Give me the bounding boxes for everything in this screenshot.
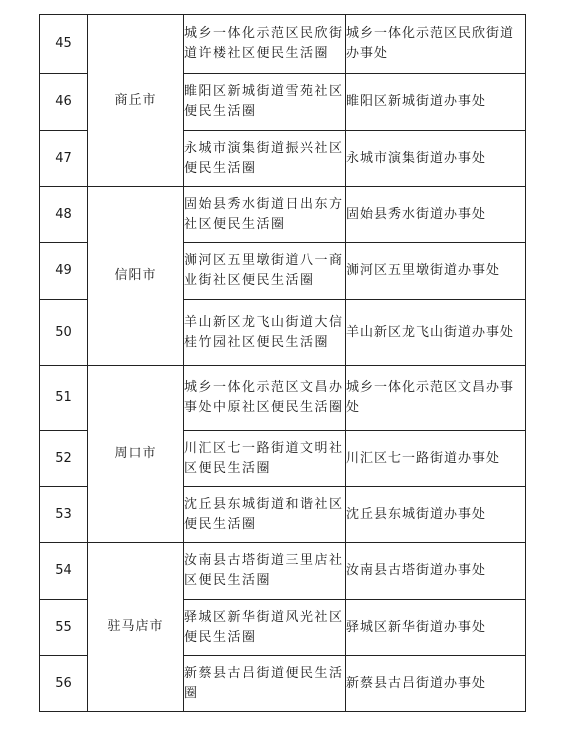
life-circle-name: 睢阳区新城街道雪苑社区便民生活圈 (184, 74, 346, 131)
row-number: 51 (40, 366, 88, 431)
life-circle-name: 汝南县古塔街道三里店社区便民生活圈 (184, 543, 346, 600)
subdistrict-office: 汝南县古塔街道办事处 (346, 543, 526, 600)
row-number: 49 (40, 243, 88, 300)
subdistrict-office: 羊山新区龙飞山街道办事处 (346, 300, 526, 366)
life-circle-name: 羊山新区龙飞山街道大信桂竹园社区便民生活圈 (184, 300, 346, 366)
life-circle-name: 永城市演集街道振兴社区便民生活圈 (184, 131, 346, 187)
row-number: 45 (40, 15, 88, 74)
city-name: 商丘市 (88, 15, 184, 187)
subdistrict-office: 沈丘县东城街道办事处 (346, 487, 526, 543)
life-circle-name: 川汇区七一路街道文明社区便民生活圈 (184, 431, 346, 487)
subdistrict-office: 睢阳区新城街道办事处 (346, 74, 526, 131)
row-number: 48 (40, 187, 88, 243)
row-number: 47 (40, 131, 88, 187)
life-circle-name: 驿城区新华街道风光社区便民生活圈 (184, 600, 346, 656)
life-circle-name: 浉河区五里墩街道八一商业街社区便民生活圈 (184, 243, 346, 300)
city-name: 周口市 (88, 366, 184, 543)
life-circle-name: 城乡一体化示范区民欣街道许楼社区便民生活圈 (184, 15, 346, 74)
subdistrict-office: 川汇区七一路街道办事处 (346, 431, 526, 487)
row-number: 50 (40, 300, 88, 366)
table-row (40, 187, 526, 243)
subdistrict-office: 永城市演集街道办事处 (346, 131, 526, 187)
life-circle-name: 沈丘县东城街道和谐社区便民生活圈 (184, 487, 346, 543)
row-number: 55 (40, 600, 88, 656)
subdistrict-office: 城乡一体化示范区民欣街道办事处 (346, 15, 526, 74)
subdistrict-office: 城乡一体化示范区文昌办事处 (346, 366, 526, 431)
row-number: 56 (40, 656, 88, 712)
row-number: 53 (40, 487, 88, 543)
city-name: 信阳市 (88, 187, 184, 366)
table-row (40, 543, 526, 600)
row-number: 46 (40, 74, 88, 131)
subdistrict-office: 固始县秀水街道办事处 (346, 187, 526, 243)
life-circle-name: 新蔡县古吕街道便民生活圈 (184, 656, 346, 712)
life-circle-name: 固始县秀水街道日出东方社区便民生活圈 (184, 187, 346, 243)
life-circle-table (39, 14, 526, 712)
life-circle-name: 城乡一体化示范区文昌办事处中原社区便民生活圈 (184, 366, 346, 431)
row-number: 54 (40, 543, 88, 600)
subdistrict-office: 驿城区新华街道办事处 (346, 600, 526, 656)
table-row (40, 366, 526, 431)
city-name: 驻马店市 (88, 543, 184, 712)
row-number: 52 (40, 431, 88, 487)
subdistrict-office: 新蔡县古吕街道办事处 (346, 656, 526, 712)
table-row (40, 15, 526, 74)
subdistrict-office: 浉河区五里墩街道办事处 (346, 243, 526, 300)
